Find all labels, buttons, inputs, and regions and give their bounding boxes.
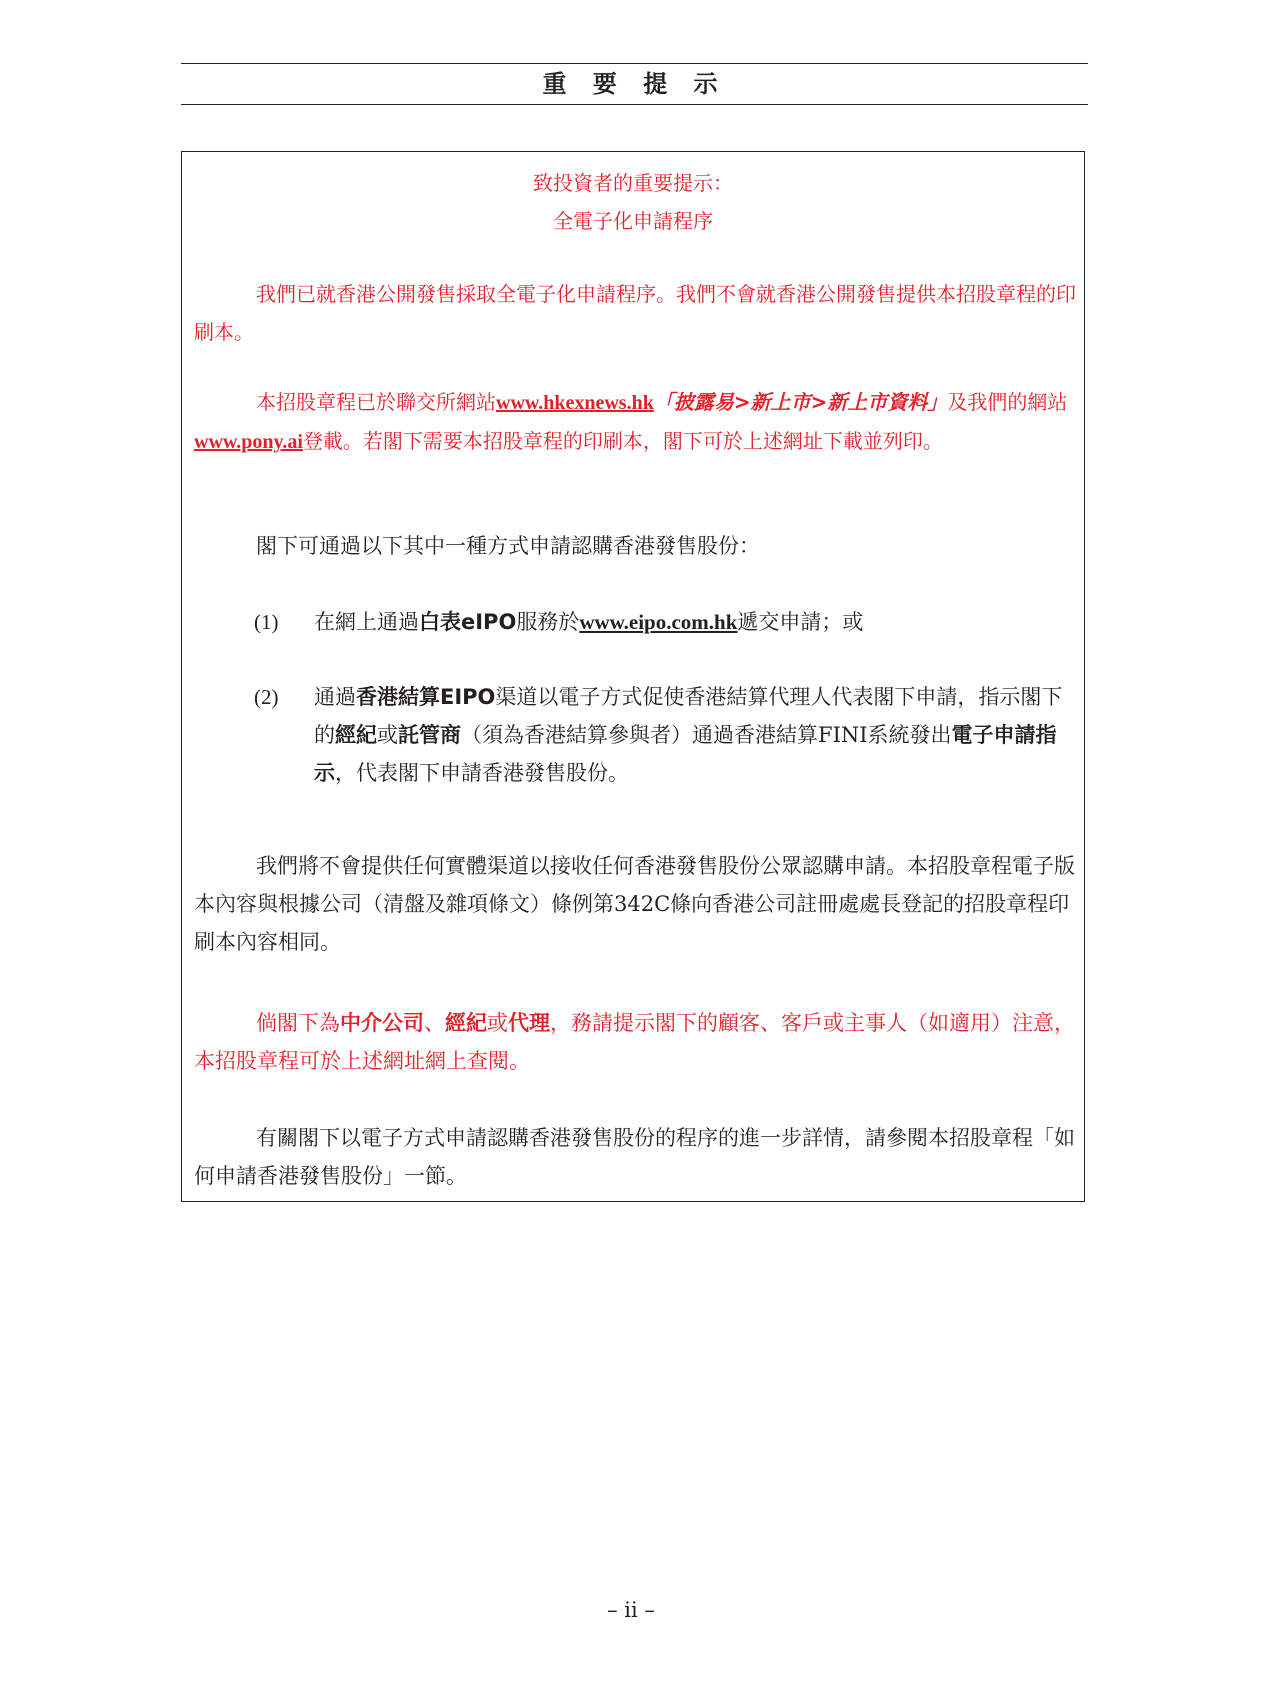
white-form-eipo-label: 白表eIPO	[419, 610, 517, 634]
list-item: (2) 通過香港結算EIPO渠道以電子方式促使香港結算代理人代表閣下申請，指示閣下的經紀或託管商（須為香港結算參與者）通過香港結算FINI系統發出電子申請指示，代表閣下申請香港發售股份。	[254, 678, 1076, 792]
notice-paragraph-5: 倘閣下為中介公司、經紀或代理，務請提示閣下的顧客、客戶或主事人（如適用）注意，本招股章程可於上述網址網上查閱。	[194, 1011, 1075, 1073]
notice-paragraph-4: 我們將不會提供任何實體渠道以接收任何香港發售股份公眾認購申請。本招股章程電子版本內容與根據公司（清盤及雜項條文）條例第342C條向香港公司註冊處處長登記的招股章程印刷本內容相同。	[194, 854, 1075, 954]
notice-paragraph-1: 我們已就香港公開發售採取全電子化申請程序。我們不會就香港公開發售提供本招股章程的印刷本。	[194, 282, 1076, 344]
notice-box	[181, 151, 1085, 1202]
hkscc-eipo-label: 香港結算EIPO	[356, 685, 496, 709]
header-rule-bottom	[181, 104, 1088, 105]
notice-title-line1: 致投資者的重要提示：	[533, 171, 733, 195]
notice-paragraph-2: 本招股章程已於聯交所網站www.hkexnews.hk「披露易>新上市>新上市資料」及我們的網站www.pony.ai登載。若閣下需要本招股章程的印刷本，閣下可於上述網址下載並列印。	[194, 390, 1068, 453]
list-number: (2)	[254, 685, 279, 709]
company-website-link[interactable]: www.pony.ai	[194, 431, 303, 453]
list-item: (1) 在網上通過白表eIPO服務於www.eipo.com.hk遞交申請；或	[254, 603, 1076, 641]
eipo-website-link[interactable]: www.eipo.com.hk	[579, 610, 738, 634]
header-rule-top	[181, 63, 1088, 64]
notice-title-line2: 全電子化申請程序	[553, 209, 713, 233]
page-title: 重 要 提 示	[542, 70, 727, 98]
hkex-website-link[interactable]: www.hkexnews.hk	[496, 392, 654, 414]
page-number: – ii –	[607, 1598, 655, 1622]
list-number: (1)	[254, 610, 279, 634]
notice-paragraph-6: 有關閣下以電子方式申請認購香港發售股份的程序的進一步詳情，請參閱本招股章程「如何申請香港發售股份」一節。	[194, 1126, 1075, 1188]
notice-paragraph-3: 閣下可通過以下其中一種方式申請認購香港發售股份：	[256, 534, 760, 558]
hkex-section-path: 「披露易>新上市>新上市資料」	[653, 390, 948, 414]
